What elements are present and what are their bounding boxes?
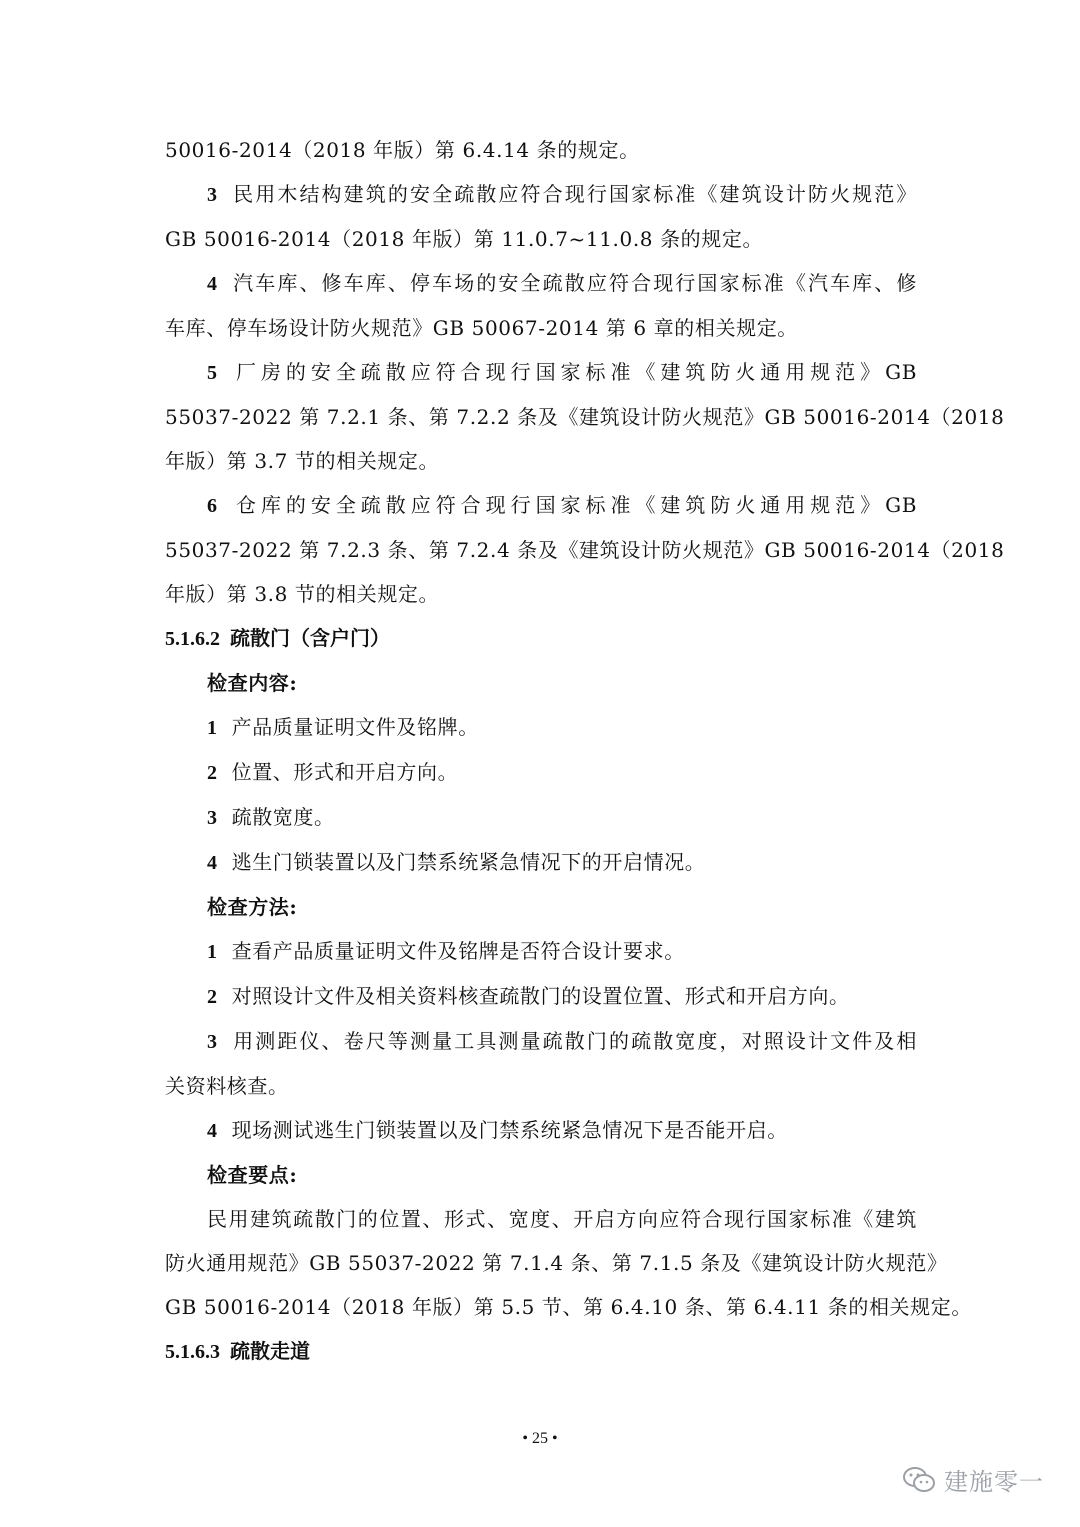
item-text: 产品质量证明文件及铭牌。: [231, 715, 479, 739]
item-number: 3: [207, 1031, 218, 1053]
item-number: 4: [207, 852, 218, 874]
method-item-continued: 关资料核查。: [165, 1074, 289, 1098]
method-item: [165, 1019, 917, 1064]
item-text: 现场测试逃生门锁装置以及门禁系统紧急情况下是否能开启。: [231, 1118, 788, 1142]
points-text-line1: 民用建筑疏散门的位置、形式、宽度、开启方向应符合现行国家标准《建筑: [207, 1207, 917, 1231]
list-item-5-line1: [165, 350, 917, 395]
section-title: 疏散门（含户门）: [230, 626, 390, 650]
list-item-5-line3: 年版）第 3.7 节的相关规定。: [165, 449, 440, 473]
item-text: 位置、形式和开启方向。: [231, 760, 459, 784]
wechat-icon: [902, 1465, 936, 1495]
item-number: 4: [207, 1120, 218, 1142]
watermark: [902, 1462, 1044, 1497]
item-text: 仓库的安全疏散应符合现行国家标准《建筑防火通用规范》GB: [231, 493, 917, 517]
item-number: 3: [207, 807, 218, 829]
list-item-4-line2: 车库、停车场设计防火规范》GB 50067-2014 第 6 章的相关规定。: [165, 316, 798, 340]
points-label: 检查要点:: [207, 1163, 298, 1187]
paragraph-line: 50016-2014（2018 年版）第 6.4.14 条的规定。: [165, 138, 640, 162]
item-number: 6: [207, 495, 218, 517]
item-number: 2: [207, 986, 218, 1008]
section-heading-5163: [165, 1329, 917, 1374]
item-text: 民用木结构建筑的安全疏散应符合现行国家标准《建筑设计防火规范》: [231, 182, 917, 206]
document-page: [165, 128, 1005, 1374]
points-text-line2: 防火通用规范》GB 55037-2022 第 7.1.4 条、第 7.1.5 条及《建筑设计防火规范》: [165, 1251, 948, 1275]
content-item: [165, 795, 917, 840]
item-number: 5: [207, 362, 218, 384]
points-text-line3: GB 50016-2014（2018 年版）第 5.5 节、第 6.4.10 条、第 6.4.11 条的相关规定。: [165, 1295, 972, 1319]
list-item-5-line2: 55037-2022 第 7.2.1 条、第 7.2.2 条及《建筑设计防火规范》GB 50016-2014（2018: [165, 405, 1005, 429]
list-item-3-line1: [165, 172, 917, 217]
item-number: 2: [207, 762, 218, 784]
section-title: 疏散走道: [230, 1339, 310, 1363]
method-item: [165, 974, 917, 1019]
item-text: 查看产品质量证明文件及铭牌是否符合设计要求。: [231, 939, 685, 963]
section-number: 5.1.6.2: [165, 628, 220, 650]
method-item: [165, 1108, 917, 1153]
method-label: 检查方法:: [207, 895, 298, 919]
item-number: 1: [207, 941, 218, 963]
list-item-6-line2: 55037-2022 第 7.2.3 条、第 7.2.4 条及《建筑设计防火规范》GB 50016-2014（2018: [165, 538, 1005, 562]
list-item-6-line3: 年版）第 3.8 节的相关规定。: [165, 582, 440, 606]
item-text: 对照设计文件及相关资料核查疏散门的设置位置、形式和开启方向。: [231, 984, 850, 1008]
item-number: 1: [207, 717, 218, 739]
content-item: [165, 750, 917, 795]
list-item-3-line2: GB 50016-2014（2018 年版）第 11.0.7~11.0.8 条的规定。: [165, 227, 764, 251]
item-text: 厂房的安全疏散应符合现行国家标准《建筑防火通用规范》GB: [231, 360, 917, 384]
content-item: [165, 705, 917, 750]
section-heading-5162: [165, 616, 917, 661]
watermark-text: 建施零一: [944, 1468, 1044, 1496]
content-label: 检查内容:: [207, 671, 298, 695]
method-item: [165, 929, 917, 974]
section-number: 5.1.6.3: [165, 1341, 220, 1363]
item-number: 4: [207, 273, 218, 295]
item-text: 逃生门锁装置以及门禁系统紧急情况下的开启情况。: [231, 850, 706, 874]
list-item-4-line1: [165, 261, 917, 306]
content-item: [165, 840, 917, 885]
item-text: 用测距仪、卷尺等测量工具测量疏散门的疏散宽度，对照设计文件及相: [231, 1029, 917, 1053]
page-number: • 25 •: [522, 1430, 558, 1447]
item-number: 3: [207, 184, 218, 206]
item-text: 疏散宽度。: [231, 805, 335, 829]
item-text: 汽车库、修车库、停车场的安全疏散应符合现行国家标准《汽车库、修: [231, 271, 917, 295]
list-item-6-line1: [165, 483, 917, 528]
